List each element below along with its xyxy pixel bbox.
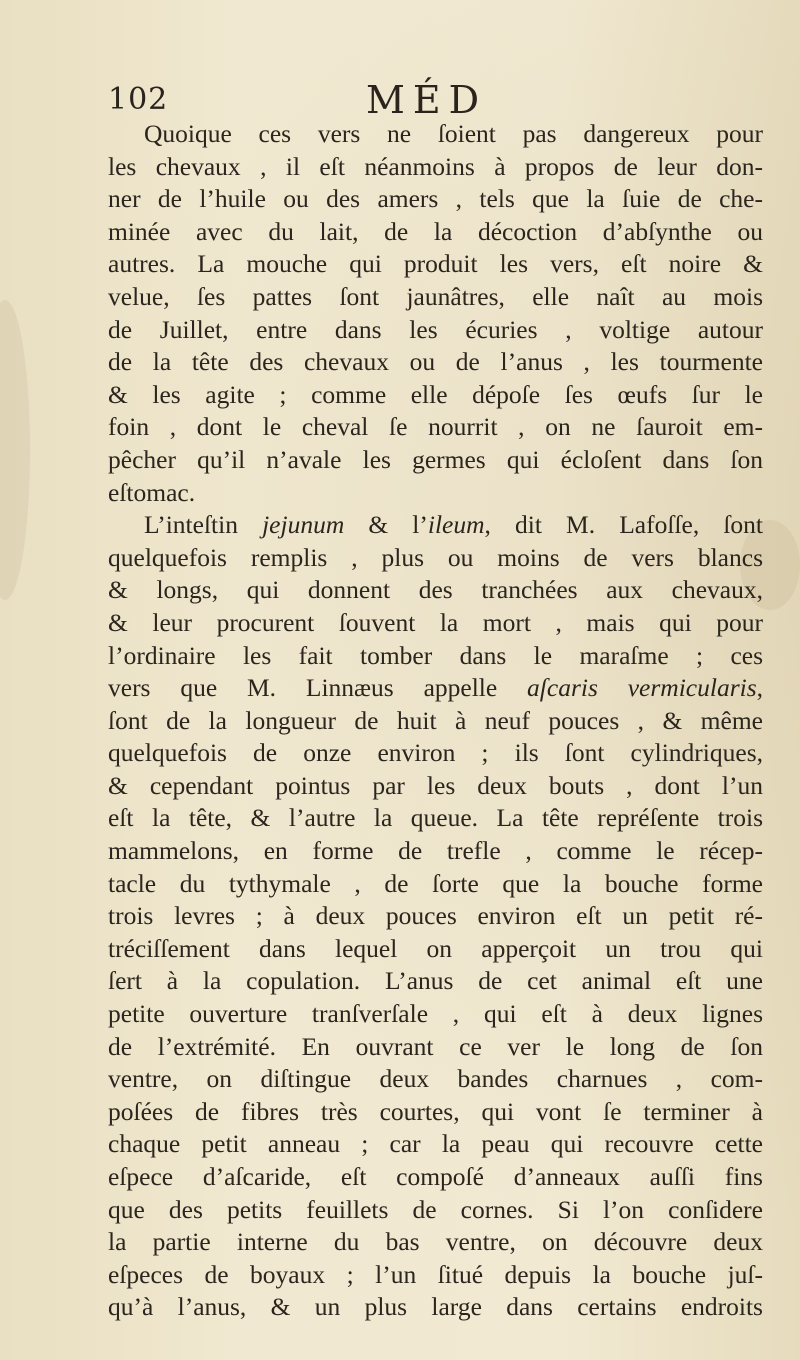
text-line: ſert à la copulation. L’anus de cet animal eſt une bbox=[108, 966, 763, 996]
text-line: ventre, on diſtingue deux bandes charnues , com- bbox=[108, 1064, 763, 1094]
text-line: Quoique ces vers ne ſoient pas dangereux pour bbox=[144, 119, 763, 148]
text-line: ſont de la longueur de huit à neuf pouces , & même bbox=[108, 705, 763, 735]
text-run: L’inteſtin bbox=[144, 510, 263, 540]
text-line: pêcher qu’il n’avale les germes qui écloſent dans ſon bbox=[108, 444, 763, 474]
text-line: trois levres ; à deux pouces environ eſt un petit ré- bbox=[108, 901, 763, 931]
text-line: que des petits feuillets de cornes. Si l’on conſidere bbox=[108, 1194, 763, 1224]
text-line: eſpece d’aſcaride, eſt compoſé d’anneaux auſſi fins bbox=[108, 1162, 763, 1191]
text-line: de la tête des chevaux ou de l’anus , les tourmente bbox=[108, 347, 763, 377]
text-run: & l’ bbox=[344, 510, 428, 540]
body-text bbox=[108, 118, 763, 1324]
page-number: 102 bbox=[108, 82, 169, 117]
text-line: eſpeces de boyaux ; l’un ſitué depuis la bouche juſ- bbox=[108, 1259, 763, 1289]
text-line: eſt la tête, & l’autre la queue. La tête repréſente trois bbox=[108, 803, 763, 833]
text-line: tacle du tythymale , de ſorte que la bouche forme bbox=[108, 868, 763, 898]
text-line: la partie interne du bas ventre, on découvre deux bbox=[108, 1227, 763, 1257]
paragraph-2 bbox=[108, 509, 763, 1324]
text-line: quelquefois de onze environ ; ils ſont cylindriques, bbox=[108, 738, 763, 768]
text-line: & cependant pointus par les deux bouts , dont l’un bbox=[108, 770, 763, 800]
text-line: foin , dont le cheval ſe nourrit , on ne ſauroit em- bbox=[108, 412, 763, 442]
text-line: poſées de fibres très courtes, qui vont ſe terminer à bbox=[108, 1096, 763, 1126]
text-run: , bbox=[756, 673, 763, 703]
text-line: & longs, qui donnent des tranchées aux chevaux, bbox=[108, 575, 763, 605]
latin-term-ileum: ileum bbox=[427, 510, 485, 540]
text-line: mammelons, en forme de trefle , comme le récep- bbox=[108, 836, 763, 866]
text-line: tréciſſement dans lequel on apperçoit un trou qui bbox=[108, 933, 763, 963]
text-line: chaque petit anneau ; car la peau qui recouvre cette bbox=[108, 1129, 763, 1159]
text-line bbox=[108, 672, 763, 705]
text-line: eſtomac. bbox=[108, 477, 196, 507]
latin-term-ascaris: aſcaris vermicularis bbox=[527, 673, 757, 703]
text-line: autres. La mouche qui produit les vers, eſt noire & bbox=[108, 249, 763, 279]
text-line: petite ouverture tranſverſale , qui eſt à deux lignes bbox=[108, 999, 763, 1029]
paragraph-1 bbox=[108, 118, 763, 509]
text-line: velue, ſes pattes ſont jaunâtres, elle naît au mois bbox=[108, 281, 763, 311]
text-line: de l’extrémité. En ouvrant ce ver le long de ſon bbox=[108, 1031, 763, 1061]
text-line: qu’à l’anus, & un plus large dans certains endroits bbox=[108, 1292, 763, 1322]
text-line: & les agite ; comme elle dépoſe ſes œufs ſur le bbox=[108, 379, 763, 409]
text-line: les chevaux , il eſt néanmoins à propos de leur don- bbox=[108, 151, 763, 181]
running-title: MÉD bbox=[366, 78, 488, 122]
running-head bbox=[108, 78, 763, 122]
text-line: de Juillet, entre dans les écuries , voltige autour bbox=[108, 314, 763, 344]
text-run: , dit M. Lafoſſe, ſont bbox=[484, 510, 763, 540]
text-line: quelquefois remplis , plus ou moins de vers blancs bbox=[108, 542, 763, 572]
text-line: minée avec du lait, de la décoction d’abſynthe ou bbox=[108, 216, 763, 246]
text-run: vers que M. Linnæus appelle bbox=[108, 673, 528, 703]
latin-term-jejunum: jejunum bbox=[262, 510, 345, 540]
text-line: l’ordinaire les fait tomber dans le maraſme ; ces bbox=[108, 640, 763, 670]
text-line: ner de l’huile ou des amers , tels que la ſuie de che- bbox=[108, 184, 763, 214]
paper-stain bbox=[0, 300, 30, 600]
text-line bbox=[108, 509, 763, 542]
text-line: & leur procurent ſouvent la mort , mais qui pour bbox=[108, 607, 763, 637]
